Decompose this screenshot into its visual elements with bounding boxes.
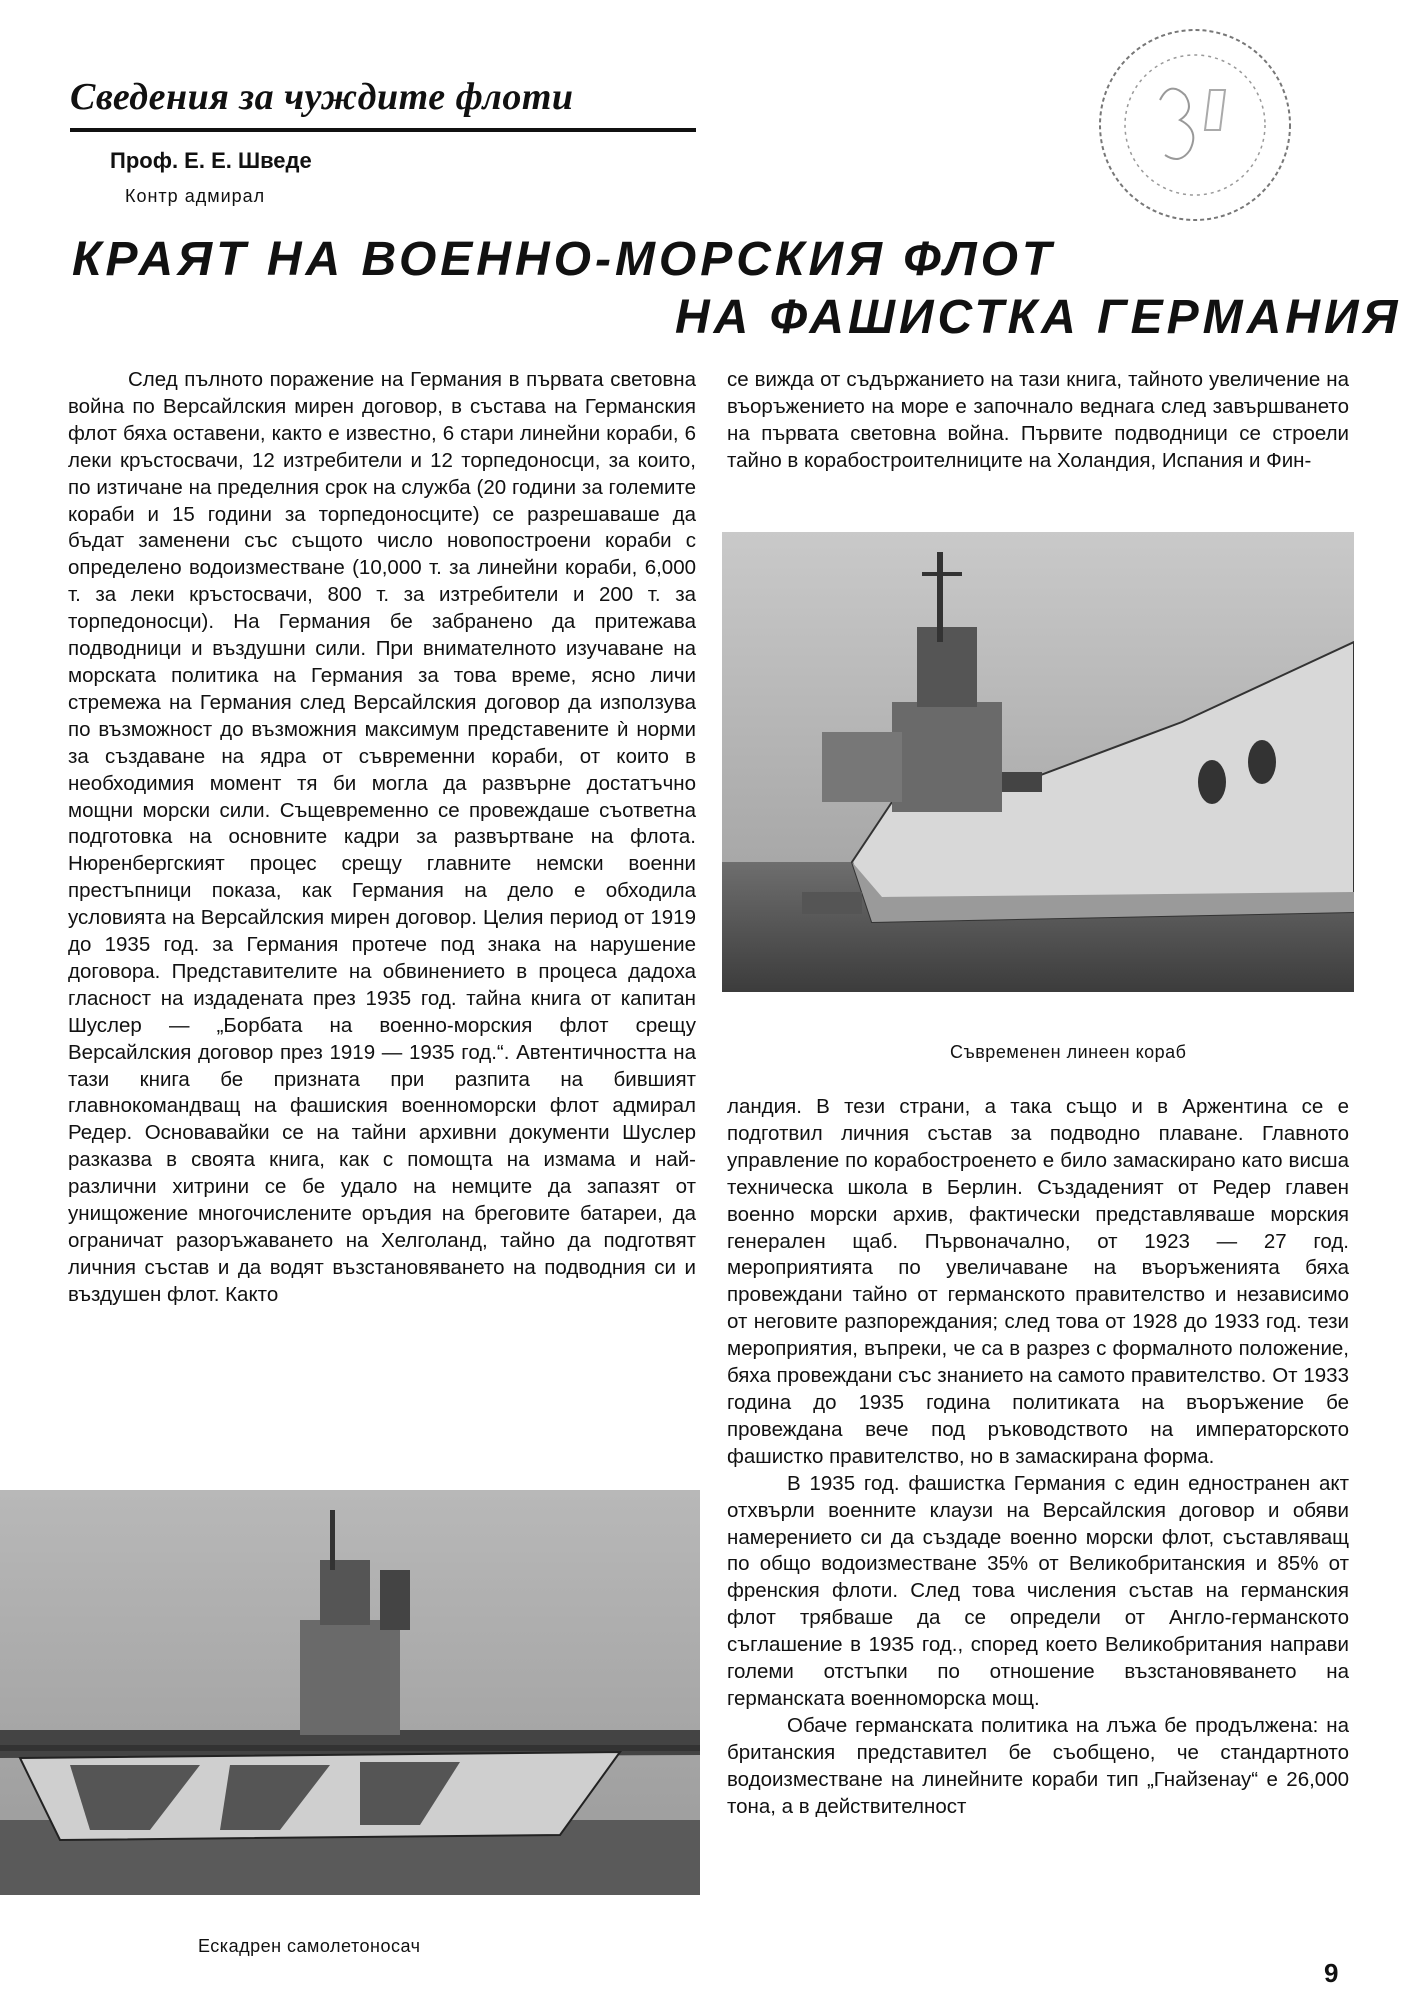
right-column-bottom-paragraph-1: ландия. В тези страни, а така също и в Аржентина се е подготвил личния състав за подводно плаване. Главното управление по корабостроенето е било замаскирано като висша техническа школа в Берлин. Създаденият от Редер главен военно морски архив, фактически представляваше морския генерален щаб. Първоначално, от 1923 — 27 год. мероприятията по увеличаване на въоръженията бяха провеждани тайно от германското правителство и независимо от неговите разпореждания; след това от 1928 до 1933 год. тези мероприятия, въпреки, че са в разрез с формалното положение, бяха провеждани със знанието на самото правителство. От 1933 година до 1935 година политиката на въоръжение бе провеждана вече под ръководството на императорското фашистко правителство, но в замаскирана форма. (727, 1095, 1349, 1468)
carrier-caption: Ескадрен самолетоносач (198, 1936, 421, 1956)
battleship-photo (722, 532, 1354, 992)
right-column-bottom-paragraph-3: Обаче германската политика на лъжа бе продължена: на британския представител бе съобщено, че стандартното водоизместване на линейните кораби тип „Гнайзенау“ е 26,000 тона, а в действителност (727, 1713, 1349, 1818)
left-column (68, 367, 696, 1309)
author-name: Проф. Е. Е. Шведе (110, 148, 312, 173)
right-column-top (727, 367, 1349, 475)
right-column-bottom (727, 1094, 1349, 1820)
article-title-line-2: НА ФАШИСТКА ГЕРМАНИЯ (675, 291, 1402, 344)
author-title: Контр адмирал (125, 186, 266, 206)
article-title-line-1: КРАЯТ НА ВОЕННО-МОРСКИЯ ФЛОТ (72, 233, 1056, 286)
right-column-bottom-paragraph-2: В 1935 год. фашистка Германия с един едностранен акт отхвърли военните клаузи на Версайлския договор и обяви намерението си да създаде военно морски флот, съставляващ по общо водоизместване 35% от Великобританския и 85% от френския флоти. След това числения състав на германския флот трябваше да се определи от Англо-германското съглашение в 1935 год., според което Великобритания направи големи отстъпки по отношение възстановяването на германската военноморска мощ. (727, 1471, 1349, 1710)
page-number: 9 (1324, 1958, 1339, 1988)
library-stamp (1080, 20, 1310, 230)
right-column-top-paragraph: се вижда от съдържанието на тази книга, тайното увеличение на въоръжението на море е започнало веднага след завършването на първата световна война. Първите подводници се строели тайно в корабостроителниците на Холандия, Испания и Фин- (727, 368, 1349, 472)
section-rubric: Сведения за чуждите флоти (70, 76, 574, 118)
left-column-paragraph: След пълното поражение на Германия в първата световна война по Версайлския мирен договор, в състава на Германския флот бяха оставени, както е известно, 6 стари линейни кораби, 6 леки кръстосвачи, 12 изтребители и 12 торпедоносци, за които, по изтичане на пределния срок на служба (20 години за големите кораби и 15 години за торпедоносците) се разрешаваше да бъдат заменени със същото число новопостроени кораби с определено водоизместване (10,000 т. за линейни кораби, 6,000 т. за леки кръстосвачи, 800 т. за изтребители и 200 т. за торпедоносци). На Германия бе забранено да притежава подводници и въздушни сили. При внимателното изучаване на морската политика на Германия за това време, ясно личи стремежа на Германия след Версайлския договор да използува по възможност до възможния максимум представените ѝ норми за създаване на ядра от съвременни кораби, от които в необходимия момент тя би могла да развърне достатъчно мощни морски сили. Същевременно се провеждаше съответна подготовка на основните кадри за развъртване на флота. Нюренбергският процес срещу главните немски военни престъпници показа, как Германия на дело е обходила условията на Версайлския мирен договор. Целия период от 1919 до 1935 год. за Германия протече под знака на нарушение договора. Представителите на обвинението в процеса дадоха гласност на издадената през 1935 год. тайна книга от капитан Шуслер — „Борбата на военно-морския флот срещу Версайлския договор през 1919 — 1935 год.“. Автентичността на тази книга бе призната при разпита на бившият главнокомандващ на фашиския военноморски флот адмирал Редер. Основавайки се на тайни архивни документи Шуслер разказва в своята книга, как с помощта на измама и най-различни хитрини се бе удало на немците да запазят от унищожение многочислените оръдия на бреговите батареи, да ограничат разоръжаването на Хелголанд, тайно да подготвят личния състав и да водят възстановяването на подводния си и въздушен флот. Както (68, 368, 696, 1306)
aircraft-carrier-photo (0, 1490, 700, 1895)
battleship-caption: Съвременен линеен кораб (950, 1042, 1187, 1062)
rubric-underline (70, 128, 696, 132)
